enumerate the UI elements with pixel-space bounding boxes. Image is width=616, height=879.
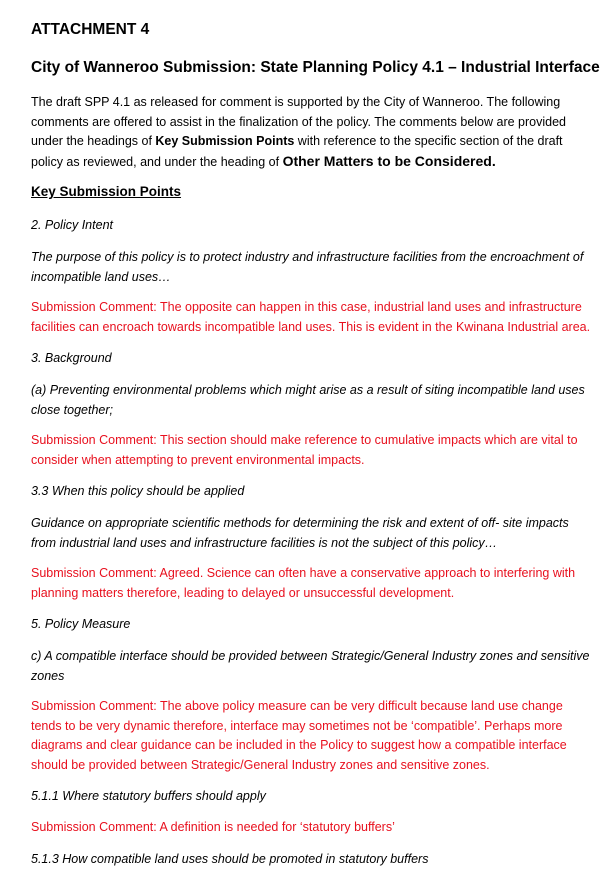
policy-section-heading: 5.1.1 Where statutory buffers should apply [31,789,266,803]
policy-section-heading: 5.1.3 How compatible land uses should be promoted in statutory buffers [31,852,429,866]
submission-comment: Submission Comment: Agreed. Science can often have a conservative approach to interfering with planning matters therefore, leading to delayed or unsuccessful development. [31,566,576,600]
policy-section-heading: 3.3 When this policy should be applied [31,484,245,498]
submission-comment: Submission Comment: The above policy measure can be very difficult because land use change tends to be very dynamic therefore, interface may sometimes not be ‘compatible’. Perhaps more diagrams and clear guidance can be included in the Policy to suggest how a compatible interface should be provided between Strategic/General Industry zones and sensitive zones. [31,699,567,772]
intro-paragraph [31,93,596,172]
policy-section-heading: 5. Policy Measure [31,617,131,631]
document-title: City of Wanneroo Submission: State Planning Policy 4.1 – Industrial Interface [31,59,600,76]
policy-quote: c) A compatible interface should be provided between Strategic/General Industry zones and sensitive zones [31,649,590,683]
intro-text-2: with reference to the specific section of the draft policy as reviewed, and under the heading of [31,134,563,169]
submission-comment: Submission Comment: This section should make reference to cumulative impacts which are vital to consider when attempting to prevent environmental impacts. [31,433,578,467]
intro-bold-other-matters: Other Matters to be Considered. [282,152,496,169]
policy-section-heading: 2. Policy Intent [31,218,113,232]
intro-text-1: The draft SPP 4.1 as released for comment is supported by the City of Wanneroo. The following comments are offered to assist in the finalization of the policy. The comments below are provided under the headings of [31,95,566,148]
section-heading: Key Submission Points [31,184,182,199]
policy-section-heading: 3. Background [31,351,112,365]
policy-quote: (a) Preventing environmental problems which might arise as a result of siting incompatible land uses close together; [31,383,585,417]
attachment-label: ATTACHMENT 4 [31,21,150,38]
policy-quote: Guidance on appropriate scientific methods for determining the risk and extent of off- site impacts from industrial land uses and infrastructure facilities is not the subject of this policy… [31,516,569,550]
submission-comment: Submission Comment: A definition is needed for ‘statutory buffers’ [31,820,395,834]
intro-bold-key-points: Key Submission Points [155,134,295,148]
submission-comment: Submission Comment: The opposite can happen in this case, industrial land uses and infrastructure facilities can encroach towards incompatible land uses. This is evident in the Kwinana Industrial area. [31,300,591,334]
policy-quote: The purpose of this policy is to protect industry and infrastructure facilities from the encroachment of incompatible land uses… [31,250,584,284]
